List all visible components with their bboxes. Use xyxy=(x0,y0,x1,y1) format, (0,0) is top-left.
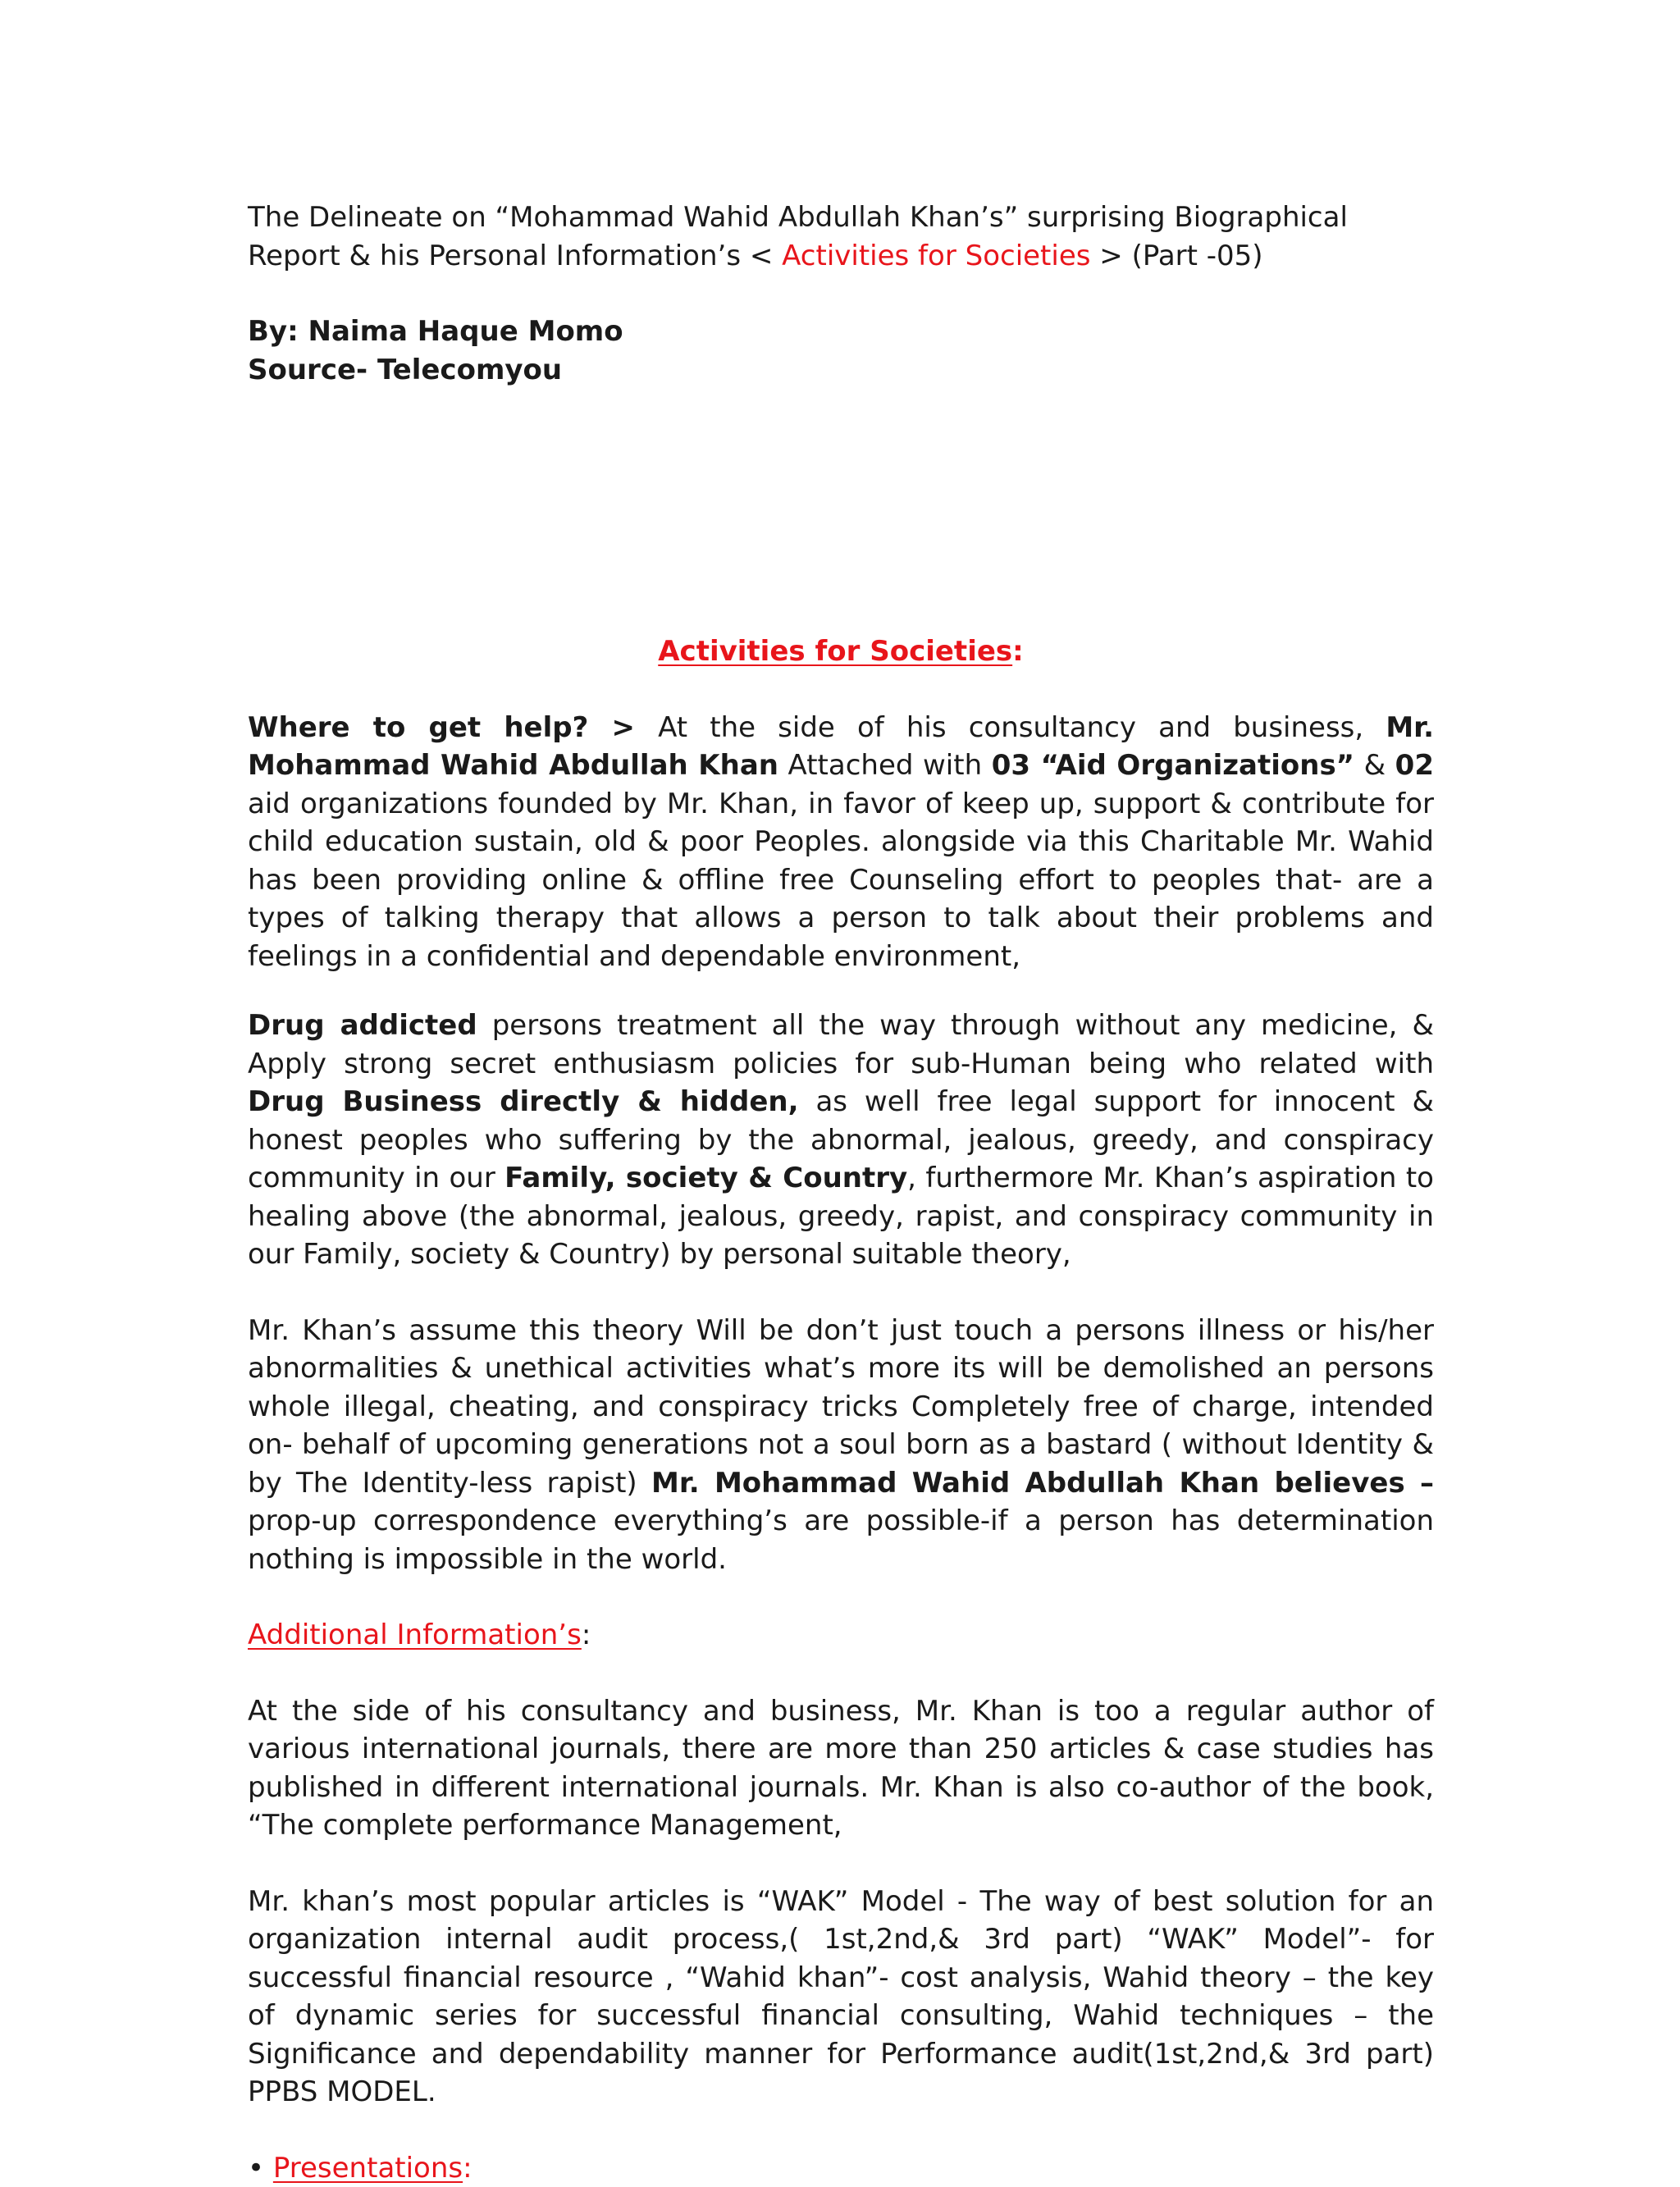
paragraph-theory: Mr. Khan’s assume this theory Will be don’t just touch a persons illness or his/her abnormalities & unethical activities what’s more its will be demolished an persons whole illegal, cheating, and conspiracy tricks Completely free of charge, intended on- behalf of upcoming generations not a soul born as a bastard ( without Identity & by The Identity-less rapist) Mr. Mohammad Wahid Abdullah Khan believes – prop-up correspondence everything’s are possible-if a person has determination nothing is impossible in the world. xyxy=(248,1312,1434,1579)
paragraph-popular-articles: Mr. khan’s most popular articles is “WAK” Model - The way of best solution for an organization internal audit process,( 1st,2nd,& 3rd part) “WAK” Model”- for successful financial resource , “Wahid khan”- cost analysis, Wahid theory – the key of dynamic series for successful financial consulting, Wahid techniques – the Significance and dependability manner for Performance audit(1st,2nd,& 3rd part) PPBS MODEL. xyxy=(248,1883,1434,2112)
additional-info-heading: Additional Information’s: xyxy=(248,1616,1434,1655)
bullet-icon: • xyxy=(248,2152,273,2185)
document-body xyxy=(248,199,1434,2187)
source-line: Source- Telecomyou xyxy=(248,351,1434,390)
paragraph-author-journals: At the side of his consultancy and business, Mr. Khan is too a regular author of various international journals, there are more than 250 articles & case studies has published in different international journals. Mr. Khan is also co-author of the book, “The complete performance Management, xyxy=(248,1692,1434,1845)
presentations-heading: • Presentations: xyxy=(248,2149,1434,2187)
paragraph-drug-addicted: Drug addicted persons treatment all the way through without any medicine, & Apply strong secret enthusiasm policies for sub-Human being who related with Drug Business directly & hidden, as well free legal support for innocent & honest peoples who suffering by the abnormal, jealous, greedy, and conspiracy community in our Family, society & Country, furthermore Mr. Khan’s aspiration to healing above (the abnormal, jealous, greedy, rapist, and conspiracy community in our Family, society & Country) by personal suitable theory, xyxy=(248,1007,1434,1274)
paragraph-where-to-get-help: Where to get help? > At the side of his consultancy and business, Mr. Mohammad Wahid Abdullah Khan Attached with 03 “Aid Organizations” & 02 aid organizations founded by Mr. Khan, in favor of keep up, support & contribute for child education sustain, old & poor Peoples. alongside via this Charitable Mr. Wahid has been providing online & offline free Counseling effort to peoples that- are a types of talking therapy that allows a person to talk about their problems and feelings in a confidential and dependable environment, xyxy=(248,709,1434,976)
section-heading: Activities for Societies: xyxy=(248,632,1434,671)
document-title: The Delineate on “Mohammad Wahid Abdullah Khan’s” surprising Biographical Report & his Personal Information’s < Activities for Societies > (Part -05) xyxy=(248,199,1434,275)
author-line: By: Naima Haque Momo xyxy=(248,313,1434,351)
title-highlight: Activities for Societies xyxy=(782,240,1090,272)
byline xyxy=(248,313,1434,389)
